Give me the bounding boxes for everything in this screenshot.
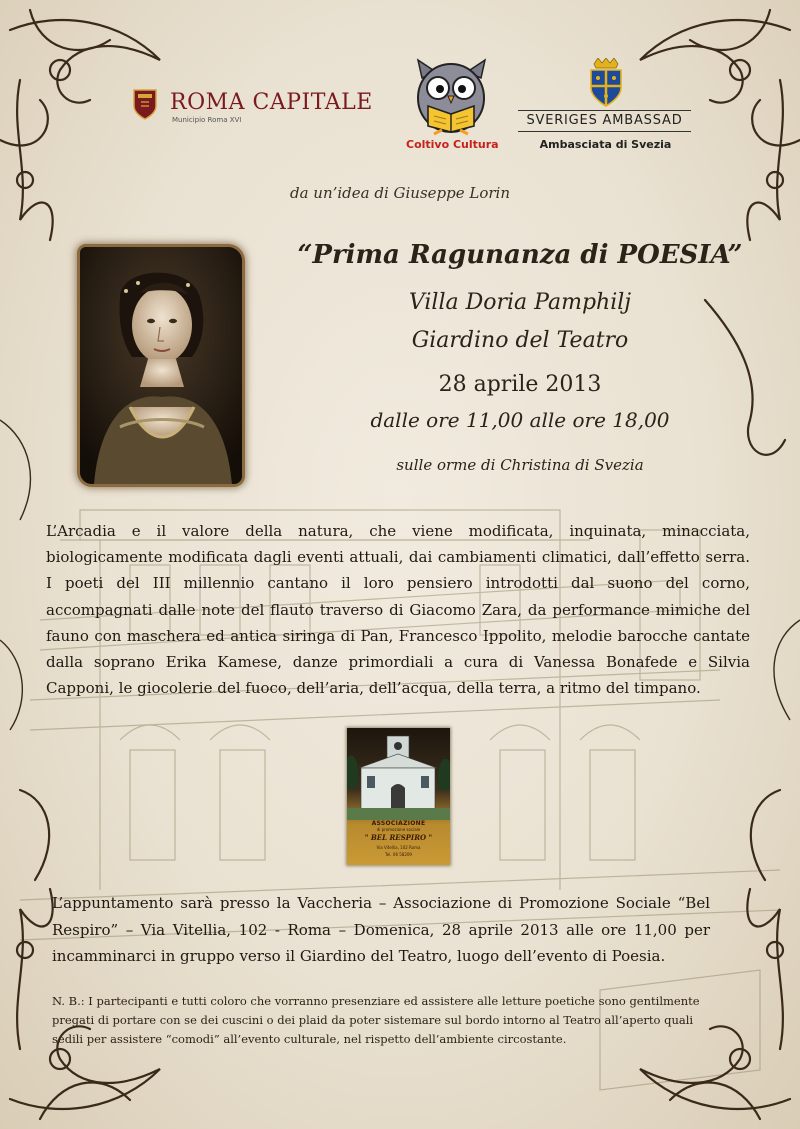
appointment-text: L’appuntamento sarà presso la Vaccheria – Associazione di Promozione Sociale “Bel Respiro” – Via Vitellia, 102 - Roma – Domenica, 28 aprile 2013 alle ore 11,00 per incamminarci in gruppo verso il Giardino del Teatro, luogo dell’evento di Poesia. xyxy=(52,894,710,965)
event-tagline: sulle orme di Christina di Svezia xyxy=(396,456,644,474)
idea-credit: da un’idea di Giuseppe Lorin xyxy=(289,184,511,202)
venue-line-1: Villa Doria Pamphilj xyxy=(408,290,632,315)
venue-line-2: Giardino del Teatro xyxy=(411,328,629,353)
coltivo-cultura-label: Coltivo Cultura xyxy=(406,138,499,151)
coltivo-cultura-logo xyxy=(404,56,499,156)
roma-capitale-logo xyxy=(132,86,382,136)
assoc-label-4: Via Vitellia, 102 Roma xyxy=(376,845,421,850)
nota-bene-text: N. B.: I partecipanti e tutti coloro che vorranno presenziare ed assistere alle letture poetiche sono gentilmente pregati di portare con se dei cuscini o dei plaid da poter sistemare sul bordo intorno al Teatro all’aperto quali sedili per assistere “comodi” all’evento culturale, nel rispetto dell’ambiente circostante. xyxy=(52,994,700,1046)
swedish-embassy-title: SVERIGES AMBASSAD xyxy=(518,110,691,132)
event-date: 28 aprile 2013 xyxy=(438,372,602,397)
owl-reading-icon xyxy=(404,56,499,138)
swedish-embassy-logo xyxy=(518,58,693,158)
portrait-painting xyxy=(80,247,242,484)
swedish-crest-icon xyxy=(586,58,626,108)
assoc-label-2: di promozione sociale xyxy=(376,827,421,832)
event-hours: dalle ore 11,00 alle ore 18,00 xyxy=(370,408,670,432)
event-title: “Prima Ragunanza di POESIA” xyxy=(297,240,743,270)
assoc-label-5: Tel. 06 58209 xyxy=(385,852,412,857)
event-description: L’Arcadia e il valore della natura, che viene modificata, inquinata, minacciata, biologicamente modificata dagli eventi attuali, dai cambiamenti climatici, dall’effetto serra. I poeti del III millennio cantano il loro pensiero introdotti dal suono del corno, accompagnati dalle note del flauto traverso di Giacomo Zara, da performance mimiche del fauno con maschera ed antica siringa di Pan, Francesco Ippolito, melodie barocche cantate dalla soprano Erika Kamese, danze primordiali a cura di Vanessa Bonafede e Silvia Capponi, le giocolerie del fuoco, dell’aria, dell’acqua, della terra, a ritmo del timpano. xyxy=(46,522,750,698)
bel-respiro-photo xyxy=(347,728,450,865)
roma-capitale-subtitle: Municipio Roma XVI xyxy=(172,116,242,124)
swedish-embassy-subtitle: Ambasciata di Svezia xyxy=(539,138,672,151)
roma-shield-icon xyxy=(132,88,158,120)
roma-capitale-title: ROMA CAPITALE xyxy=(170,90,373,115)
christina-portrait xyxy=(80,247,242,484)
assoc-label-3: " BEL RESPIRO " xyxy=(364,833,433,842)
assoc-label-1: ASSOCIAZIONE xyxy=(371,820,426,827)
villa-photo xyxy=(347,728,450,820)
